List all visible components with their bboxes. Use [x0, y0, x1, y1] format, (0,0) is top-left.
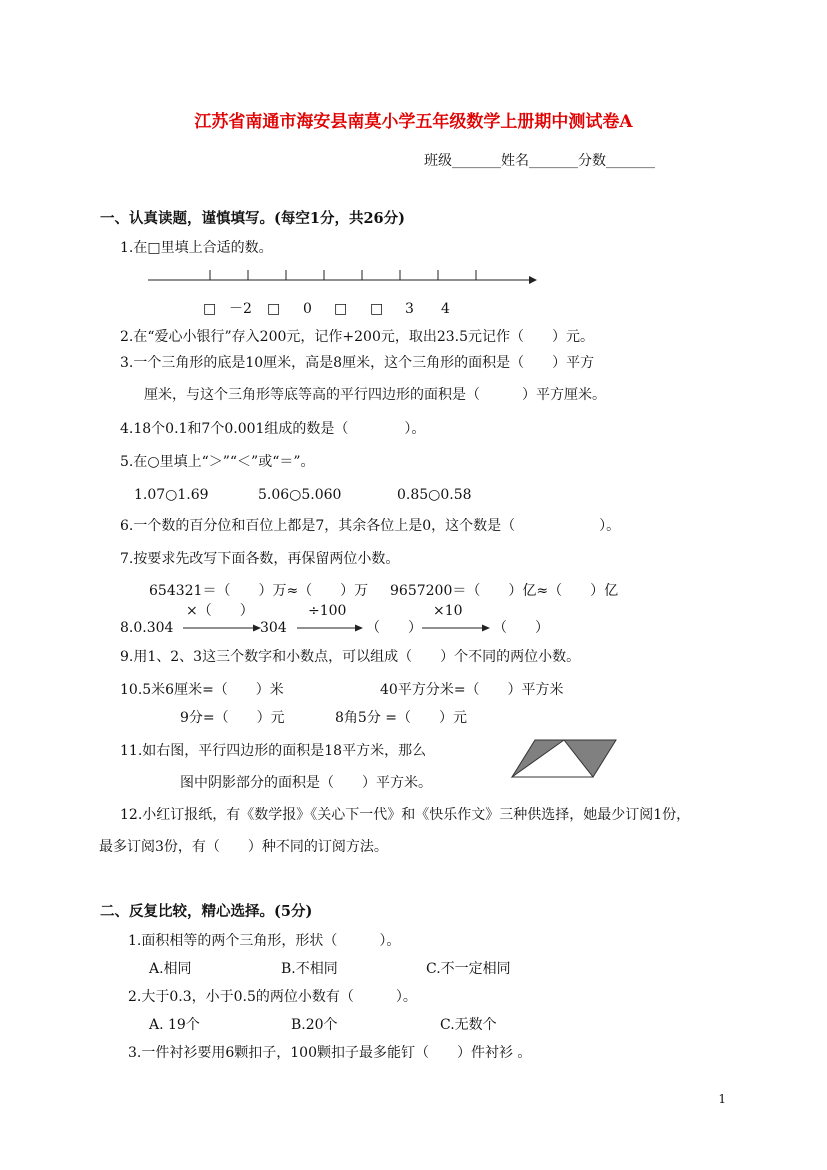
compare-item: 5.06○5.060	[258, 487, 342, 503]
question-4: 4.18个0.1和7个0.001组成的数是（ ）。	[120, 421, 426, 437]
student-info-line: 班级_______姓名_______分数_______	[424, 153, 655, 169]
numline-label: □	[370, 301, 384, 317]
op-label: ×10	[433, 603, 463, 619]
choice-question-3: 3.一件衬衫要用6颗扣子，100颗扣子最多能钉（ ）件衬衫 。	[128, 1045, 532, 1061]
compare-item: 0.85○0.58	[397, 487, 472, 503]
question-10d: 8角5分 =（ ）元	[335, 710, 467, 726]
arrow-icon	[297, 623, 367, 633]
question-5: 5.在○里填上“＞”“＜”或“＝”。	[120, 454, 315, 470]
question-12-line-2: 最多订阅3份，有（ ）种不同的订阅方法。	[99, 839, 388, 855]
section-2-heading: 二、反复比较，精心选择。(5分)	[100, 903, 313, 920]
parallelogram-figure	[510, 739, 620, 779]
compare-item: 1.07○1.69	[134, 487, 209, 503]
op-label: ×（ ）	[186, 603, 254, 619]
question-8-mid: 304	[260, 620, 287, 636]
question-7b: 9657200＝（ ）亿≈（ ）亿	[390, 583, 619, 599]
numline-label: 4	[441, 301, 450, 317]
page-number: 1	[718, 1092, 726, 1106]
section-1-heading: 一、认真读题，谨慎填写。(每空1分，共26分)	[100, 210, 405, 227]
number-line	[145, 269, 545, 289]
option: B.20个	[291, 1017, 338, 1033]
numline-label: －2	[229, 301, 252, 317]
question-8-blank: （ ）	[366, 620, 422, 636]
option: A.相同	[149, 961, 192, 977]
arrow-icon	[183, 623, 263, 633]
question-10c: 9分=（ ）元	[180, 710, 285, 726]
numline-label: 0	[303, 301, 312, 317]
document-title: 江苏省南通市海安县南莫小学五年级数学上册期中测试卷A	[194, 112, 633, 132]
numline-label: □	[203, 301, 217, 317]
question-8-blank: （ ）	[493, 620, 549, 636]
question-3-line-1: 3.一个三角形的底是10厘米，高是8厘米，这个三角形的面积是（ ）平方	[120, 355, 595, 371]
question-10a: 10.5米6厘米=（ ）米	[120, 682, 284, 698]
option: C.不一定相同	[426, 961, 511, 977]
question-1: 1.在□里填上合适的数。	[120, 240, 273, 256]
question-10b: 40平方分米=（ ）平方米	[380, 682, 564, 698]
question-7a: 654321＝（ ）万≈（ ）万	[149, 583, 369, 599]
question-2: 2.在“爱心小银行”存入200元，记作+200元，取出23.5元记作（ ）元。	[120, 329, 595, 345]
option: A. 19个	[149, 1017, 200, 1033]
option: B.不相同	[281, 961, 338, 977]
question-11-line-2: 图中阴影部分的面积是（ ）平方米。	[180, 775, 432, 791]
numline-label: □	[334, 301, 348, 317]
option: C.无数个	[440, 1017, 497, 1033]
numline-label: 3	[405, 301, 414, 317]
arrow-icon	[422, 623, 494, 633]
question-7: 7.按要求先改写下面各数，再保留两位小数。	[120, 551, 400, 567]
op-label: ÷100	[308, 603, 347, 619]
question-12-line-1: 12.小红订报纸，有《数学报》《关心下一代》和《快乐作文》三种供选择，她最少订阅1份，	[120, 807, 691, 823]
question-3-line-2: 厘米，与这个三角形等底等高的平行四边形的面积是（ ）平方厘米。	[144, 387, 606, 403]
question-6: 6.一个数的百分位和百位上都是7，其余各位上是0，这个数是（ ）。	[120, 518, 621, 534]
question-8-start: 8.0.304	[120, 620, 174, 636]
question-9: 9.用1、2、3这三个数字和小数点，可以组成（ ）个不同的两位小数。	[120, 649, 581, 665]
choice-question-1: 1.面积相等的两个三角形，形状（ ）。	[128, 933, 401, 949]
choice-question-2: 2.大于0.3，小于0.5的两位小数有（ ）。	[128, 989, 417, 1005]
question-11-line-1: 11.如右图，平行四边形的面积是18平方米，那么	[120, 743, 427, 759]
numline-label: □	[267, 301, 281, 317]
